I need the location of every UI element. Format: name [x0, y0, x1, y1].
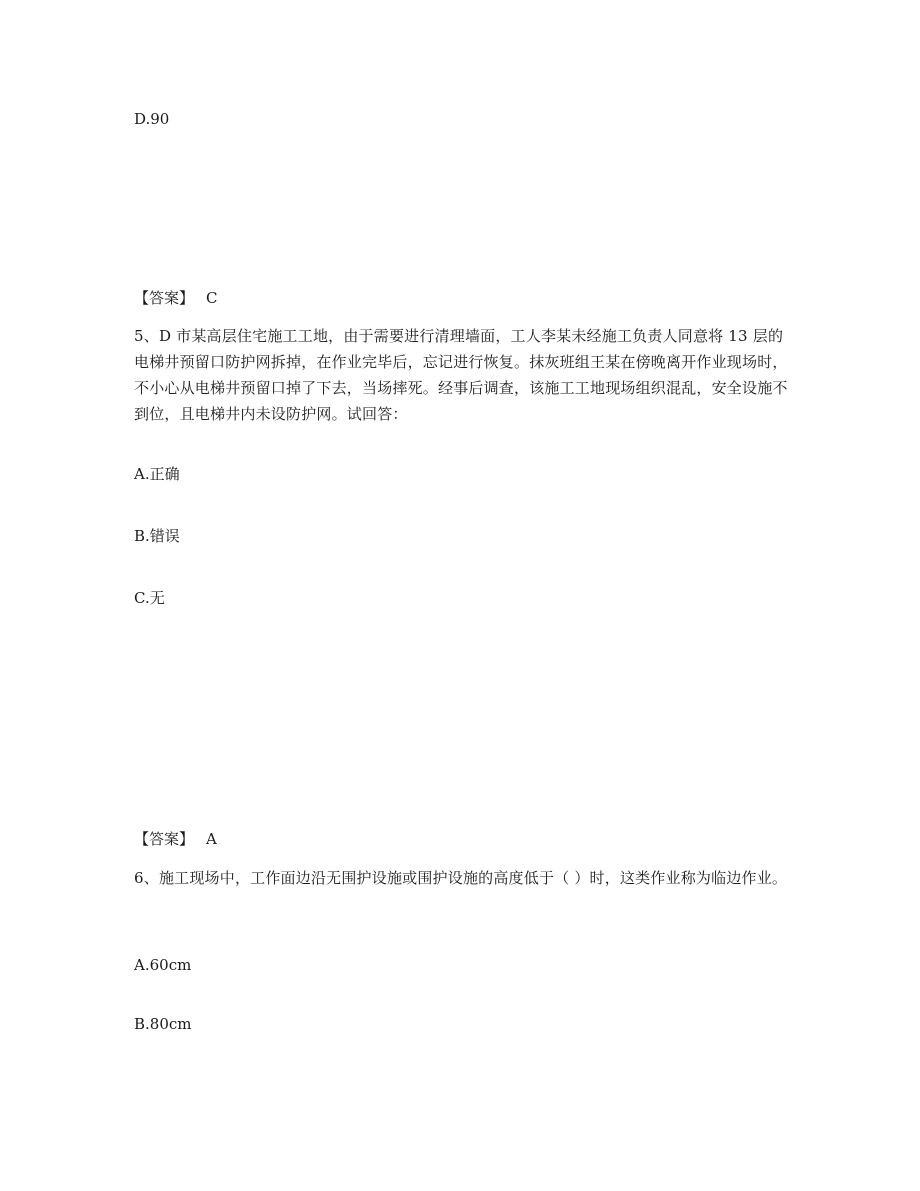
question-6-option-a: A.60cm	[134, 956, 192, 974]
question-6-option-b: B.80cm	[134, 1015, 192, 1033]
answer-tag: 【答案】	[134, 289, 195, 307]
option-d-previous: D.90	[134, 110, 170, 128]
answer-value: C	[206, 289, 218, 307]
question-5-text: 5、D 市某高层住宅施工工地，由于需要进行清理墙面，工人李某未经施工负责人同意将 13 层的电梯井预留口防护网拆掉，在作业完毕后，忘记进行恢复。抹灰班组王某在傍晚离开作业现场时，不小心从电梯井预留口掉了下去，当场摔死。经事后调查，该施工工地现场组织混乱，安全设施不到位，且电梯井内未设防护网。试回答：	[134, 327, 788, 423]
question-5-option-b: B.错误	[134, 527, 180, 545]
question-5-option-a: A.正确	[134, 465, 180, 483]
answer-tag: 【答案】	[134, 830, 195, 848]
answer-value: A	[206, 830, 217, 848]
question-6-text: 6、施工现场中，工作面边沿无围护设施或围护设施的高度低于（ ）时，这类作业称为临边作业。	[134, 869, 788, 887]
answer-line-2	[134, 826, 217, 852]
answer-line-1	[134, 285, 218, 311]
question-5-option-c: C.无	[134, 589, 165, 607]
